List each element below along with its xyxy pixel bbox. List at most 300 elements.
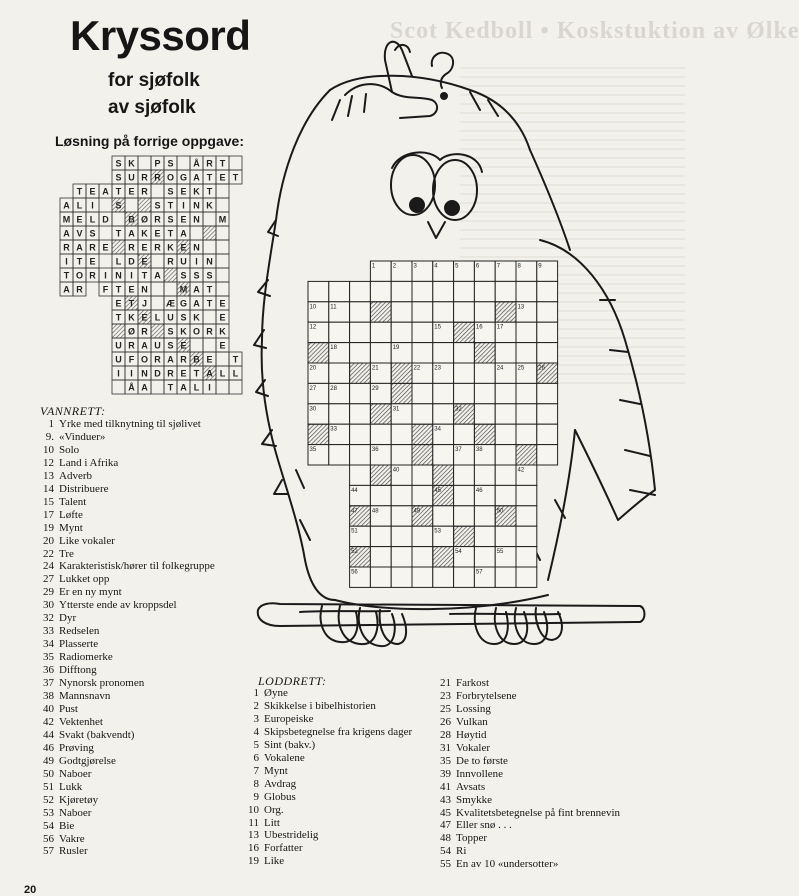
crossword-clue-number: 6 — [475, 263, 480, 270]
crossword-cell — [537, 343, 558, 363]
clue-item — [40, 612, 245, 625]
crossword-cell — [412, 424, 433, 444]
clue-text: Vakre — [59, 832, 85, 845]
clue-text: «Vinduer» — [59, 430, 106, 443]
clue-number: 16 — [248, 842, 259, 855]
clue-text: Skipsbetegnelse fra krigens dager — [264, 725, 413, 738]
clue-item — [40, 703, 245, 716]
clue-text: Topper — [456, 832, 487, 845]
solution-letter: F — [128, 354, 135, 365]
clue-number: 46 — [43, 741, 54, 754]
crossword-cell — [391, 485, 412, 505]
clue-text: Lukket opp — [59, 573, 110, 586]
crossword-cell — [433, 343, 454, 363]
solution-letter: E — [180, 186, 187, 197]
crossword-cell — [474, 281, 495, 301]
crossword-cell — [412, 567, 433, 587]
crossword-clue-number: 13 — [517, 304, 525, 311]
clue-text: Radiomerke — [59, 651, 113, 664]
crossword-clue-number: 1 — [371, 263, 376, 270]
solution-letter: K — [219, 326, 226, 337]
clue-number: 23 — [440, 689, 451, 702]
crossword-clue-number: 8 — [517, 263, 521, 270]
clue-number: 4 — [253, 725, 259, 738]
clue-number: 34 — [43, 638, 54, 651]
clue-number: 22 — [43, 547, 54, 560]
clue-item — [245, 804, 440, 817]
clue-item — [40, 496, 245, 509]
clue-number: 13 — [43, 469, 54, 482]
crossword-clue-number: 49 — [413, 508, 421, 515]
solution-letter: J — [141, 298, 148, 309]
solution-letter: A — [102, 186, 109, 197]
crossword-cell — [391, 506, 412, 526]
solution-letter: S — [154, 200, 161, 211]
crossword-cell — [454, 465, 475, 485]
solution-letter: P — [154, 158, 161, 169]
solution-letter: O — [192, 326, 201, 337]
solution-letter: B — [193, 354, 200, 365]
crossword-cell — [412, 302, 433, 322]
clue-text: Talent — [59, 495, 87, 508]
clue-number: 56 — [43, 832, 54, 845]
clue-item — [40, 535, 245, 548]
clue-item — [437, 819, 637, 832]
solution-letter: T — [232, 172, 239, 183]
clue-text: Ubestridelig — [264, 829, 319, 842]
solution-letter: K — [193, 186, 200, 197]
crossword-cell — [495, 383, 516, 403]
solution-letter: D — [102, 214, 109, 225]
solution-letter: R — [76, 284, 83, 295]
clue-number: 29 — [43, 586, 54, 599]
clue-item — [437, 858, 637, 871]
across-clue-list — [40, 418, 245, 858]
crossword-cell — [391, 363, 412, 383]
solution-letter: R — [154, 242, 161, 253]
clue-text: Dyr — [59, 612, 77, 625]
clue-number: 53 — [43, 806, 54, 819]
clue-item — [40, 560, 245, 573]
solution-letter: I — [182, 200, 185, 211]
clue-text: Distribuere — [59, 482, 109, 495]
crossword-cell — [370, 404, 391, 424]
solution-letter: N — [141, 284, 148, 295]
solution-letter: Å — [128, 382, 135, 393]
solution-letter: S — [115, 172, 122, 183]
clue-text: Vokaler — [456, 741, 491, 754]
solution-letter: S — [167, 214, 174, 225]
crossword-cell — [433, 281, 454, 301]
solution-letter: K — [206, 200, 213, 211]
clue-number: 10 — [43, 443, 54, 456]
solution-letter: T — [219, 158, 226, 169]
crossword-clue-number: 46 — [475, 487, 483, 494]
clue-item — [40, 548, 245, 561]
solution-letter: E — [89, 256, 96, 267]
down-heading: LODDRETT: — [258, 674, 327, 688]
clue-text: Mynt — [264, 764, 288, 777]
clue-number: 9 — [253, 790, 259, 803]
clue-number: 5 — [253, 738, 259, 751]
clue-number: 20 — [43, 534, 54, 547]
solution-letter: R — [141, 186, 148, 197]
crossword-cell — [412, 404, 433, 424]
clue-text: Vokalene — [264, 751, 305, 764]
crossword-clue-number: 37 — [455, 447, 462, 454]
solution-letter: E — [141, 312, 148, 323]
crossword-cell — [495, 404, 516, 424]
clue-number: 12 — [43, 456, 54, 469]
clue-number: 57 — [43, 845, 54, 858]
crossword-cell — [474, 363, 495, 383]
clue-item — [40, 690, 245, 703]
crossword-clue-number: 12 — [309, 324, 317, 331]
crossword-cell — [391, 547, 412, 567]
solution-letter: E — [206, 354, 213, 365]
solution-letter: T — [115, 312, 122, 323]
clue-text: Øyne — [264, 687, 288, 699]
crossword-clue-number: 22 — [413, 365, 421, 372]
clue-item — [437, 703, 637, 716]
solution-letter: B — [128, 214, 135, 225]
crossword-clue-number: 10 — [309, 304, 317, 311]
solution-letter: E — [102, 242, 109, 253]
clue-item — [40, 522, 245, 535]
solution-letter: U — [180, 256, 187, 267]
crossword-clue-number: 42 — [517, 467, 525, 474]
solution-letter: E — [219, 312, 226, 323]
clue-text: Avsats — [456, 780, 486, 793]
clue-item — [40, 483, 245, 496]
crossword-cell — [454, 567, 475, 587]
clue-text: Rusler — [59, 845, 88, 858]
clue-text: Naboer — [59, 767, 92, 780]
solution-letter: K — [128, 312, 135, 323]
clue-item — [437, 677, 637, 690]
clue-item — [437, 716, 637, 729]
crossword-cell — [537, 281, 558, 301]
crossword-cell — [454, 383, 475, 403]
crossword-cell — [516, 485, 537, 505]
crossword-cell — [308, 424, 329, 444]
clue-item — [245, 817, 440, 830]
crossword-cell — [329, 281, 350, 301]
crossword-clue-number: 3 — [413, 263, 417, 270]
clue-number: 6 — [253, 751, 259, 764]
clue-text: Vektenhet — [59, 715, 103, 728]
solution-letter: E — [180, 242, 187, 253]
crossword-clue-number: 34 — [434, 426, 441, 433]
clue-text: Mynt — [59, 521, 83, 534]
page-number: 20 — [24, 884, 37, 896]
solution-letter: T — [128, 298, 135, 309]
crossword-cell — [412, 547, 433, 567]
clue-text: Innvollene — [456, 767, 504, 780]
crossword-cell — [454, 281, 475, 301]
crossword-clue-number: 45 — [434, 487, 441, 494]
crossword-cell — [516, 343, 537, 363]
crossword-cell — [474, 465, 495, 485]
crossword-cell — [412, 485, 433, 505]
clue-item — [40, 807, 245, 820]
background-bleed-heading: Scot Kedboll • Koskstuktion av Ølke — [390, 18, 799, 44]
clue-number: 41 — [440, 780, 451, 793]
solution-letter: R — [128, 340, 135, 351]
solution-letter: E — [115, 298, 122, 309]
solution-letter: T — [115, 186, 122, 197]
solution-letter: E — [154, 228, 161, 239]
clue-number: 35 — [440, 754, 451, 767]
solution-letter: L — [76, 200, 83, 211]
solution-letter: G — [179, 172, 188, 183]
solution-letter: A — [128, 228, 135, 239]
clue-item — [40, 755, 245, 768]
clue-text: Eller snø . . . — [456, 819, 512, 832]
crossword-clue-number: 56 — [351, 569, 358, 576]
clue-text: Smykke — [456, 793, 493, 806]
solution-letter: T — [232, 354, 239, 365]
clue-item — [245, 700, 440, 713]
clue-item — [40, 664, 245, 677]
clue-number: 52 — [43, 793, 54, 806]
crossword-clue-number: 2 — [392, 263, 397, 270]
clue-item — [40, 833, 245, 846]
clue-item — [437, 781, 637, 794]
solution-letter: T — [76, 256, 83, 267]
clue-item — [245, 765, 440, 778]
solution-letter: R — [180, 354, 187, 365]
crossword-clue-number: 51 — [351, 528, 358, 535]
crossword-clue-number: 32 — [455, 406, 462, 413]
clue-text: En av 10 «undersotter» — [456, 858, 559, 871]
clue-number: 1 — [48, 418, 54, 430]
clue-text: Forbrytelsene — [456, 689, 517, 702]
solution-letter: A — [193, 298, 200, 309]
solution-letter: I — [65, 256, 68, 267]
clue-number: 15 — [43, 495, 54, 508]
solution-letter: T — [193, 368, 200, 379]
crossword-cell — [412, 281, 433, 301]
solution-letter: S — [193, 270, 200, 281]
solution-letter: R — [206, 326, 213, 337]
solution-letter: D — [128, 256, 135, 267]
clue-number: 24 — [43, 560, 54, 573]
clue-item — [40, 457, 245, 470]
crossword-cell — [433, 465, 454, 485]
clue-number: 39 — [440, 767, 451, 780]
crossword-cell — [391, 424, 412, 444]
clue-text: Redselen — [59, 625, 100, 638]
clue-number: 27 — [43, 573, 54, 586]
crossword-cell — [329, 322, 350, 342]
solution-letter: A — [206, 368, 213, 379]
clue-number: 10 — [248, 803, 259, 816]
solution-letter: A — [63, 200, 70, 211]
clue-item — [245, 739, 440, 752]
clue-item — [40, 470, 245, 483]
solution-letter: N — [141, 368, 148, 379]
crossword-cell — [474, 404, 495, 424]
solution-letter: R — [63, 242, 70, 253]
crossword-cell — [433, 404, 454, 424]
crossword-cell — [370, 281, 391, 301]
crossword-cell — [537, 302, 558, 322]
crossword-cell — [370, 424, 391, 444]
clue-item — [40, 781, 245, 794]
solution-letter: F — [102, 284, 109, 295]
solution-letter: E — [141, 256, 148, 267]
clue-text: Vulkan — [456, 715, 488, 728]
solution-letter: S — [167, 340, 174, 351]
crossword-cell — [350, 302, 371, 322]
crossword-cell — [516, 567, 537, 587]
crossword-cell — [495, 526, 516, 546]
solution-letter: E — [76, 214, 83, 225]
crossword-clue-number: 35 — [309, 447, 317, 454]
crossword-clue-number: 5 — [455, 263, 459, 270]
crossword-clue-number: 18 — [330, 345, 337, 352]
solution-letter: E — [89, 186, 96, 197]
crossword-cell — [454, 343, 475, 363]
clue-item — [245, 855, 440, 868]
clue-number: 35 — [43, 651, 54, 664]
crossword-clue-number: 16 — [475, 324, 483, 331]
clue-text: Ri — [456, 845, 467, 858]
clue-item — [40, 651, 245, 664]
crossword-clue-number: 4 — [434, 263, 438, 270]
solution-letter: V — [76, 228, 83, 239]
clue-item — [437, 742, 637, 755]
clue-number: 17 — [43, 508, 54, 521]
solution-letter: U — [167, 312, 174, 323]
crossword-cell — [412, 343, 433, 363]
solution-letter: R — [154, 172, 161, 183]
solution-letter: U — [154, 340, 161, 351]
crossword-cell — [454, 506, 475, 526]
solution-letter: A — [63, 228, 70, 239]
clue-number: 43 — [440, 793, 451, 806]
solution-letter: L — [232, 368, 239, 379]
clue-text: Forfatter — [264, 842, 303, 855]
clue-text: Europeiske — [264, 712, 314, 725]
crossword-cell — [454, 424, 475, 444]
crossword-cell — [412, 383, 433, 403]
crossword-cell — [454, 526, 475, 546]
solution-letter: N — [193, 242, 200, 253]
solution-letter: S — [206, 270, 213, 281]
solution-letter: R — [154, 214, 161, 225]
clue-item — [437, 729, 637, 742]
crossword-clue-number: 20 — [309, 365, 317, 372]
clue-item — [437, 845, 637, 858]
clue-number: 8 — [253, 777, 259, 790]
crossword-clue-number: 19 — [392, 345, 400, 352]
crossword-cell — [516, 281, 537, 301]
clue-item — [40, 573, 245, 586]
clue-text: Karakteristisk/hører til folkegruppe — [59, 560, 215, 573]
down-clue-list-col1 — [245, 687, 440, 868]
solution-letter: L — [193, 382, 200, 393]
clue-number: 40 — [43, 702, 54, 715]
crossword-cell — [370, 526, 391, 546]
solution-letter: A — [193, 172, 200, 183]
clue-text: Kvalitetsbetegnelse på fint brennevin — [456, 806, 621, 819]
solution-letter: L — [154, 312, 161, 323]
solution-letter: I — [130, 368, 133, 379]
crossword-cell — [308, 343, 329, 363]
clue-item — [40, 742, 245, 755]
solution-letter: E — [219, 298, 226, 309]
solution-letter: I — [117, 368, 120, 379]
solution-letter: M — [218, 214, 227, 225]
crossword-clue-number: 53 — [434, 528, 441, 535]
crossword-clue-number: 25 — [517, 365, 525, 372]
crossword-clue-number: 40 — [392, 467, 400, 474]
clue-item — [40, 444, 245, 457]
clue-item — [437, 768, 637, 781]
solution-letter: I — [91, 200, 94, 211]
clue-item — [40, 638, 245, 651]
clue-number: 50 — [43, 767, 54, 780]
crossword-clue-number: 17 — [496, 324, 504, 331]
solution-letter: R — [206, 158, 213, 169]
clue-item — [245, 752, 440, 765]
solution-letter: I — [130, 270, 133, 281]
crossword-clue-number: 48 — [371, 508, 379, 515]
crossword-cell — [516, 445, 537, 465]
crossword-cell — [329, 404, 350, 424]
clue-item — [40, 599, 245, 612]
solution-letter: T — [115, 228, 122, 239]
clue-text: Løfte — [59, 508, 83, 521]
solution-letter: T — [141, 270, 148, 281]
crossword-clue-number: 30 — [309, 406, 317, 413]
crossword-cell — [350, 363, 371, 383]
solution-letter: E — [128, 186, 135, 197]
crossword-cell — [391, 526, 412, 546]
clue-text: Org. — [264, 803, 284, 816]
crossword-cell — [516, 424, 537, 444]
clue-item — [245, 687, 440, 700]
crossword-clue-number: 31 — [392, 406, 400, 413]
solution-letter: A — [63, 284, 70, 295]
solution-letter: I — [208, 382, 211, 393]
clue-text: Yrke med tilknytning til sjølivet — [59, 418, 201, 430]
crossword-cell — [370, 567, 391, 587]
crossword-cell — [454, 363, 475, 383]
crossword-cell — [391, 302, 412, 322]
clue-number: 49 — [43, 754, 54, 767]
clue-number: 11 — [248, 816, 259, 829]
solution-letter: T — [167, 228, 174, 239]
crossword-cell — [537, 424, 558, 444]
clue-text: Like — [264, 855, 285, 868]
solution-letter: L — [89, 214, 96, 225]
clue-text: Adverb — [59, 469, 92, 482]
solution-letter: A — [76, 242, 83, 253]
crossword-cell — [495, 424, 516, 444]
clue-text: Tre — [59, 547, 74, 560]
clue-number: 48 — [440, 832, 451, 845]
crossword-clue-number: 29 — [371, 385, 379, 392]
solution-letter: S — [180, 312, 187, 323]
subtitle-line-1: for sjøfolk — [108, 70, 200, 91]
solution-letter: R — [89, 270, 96, 281]
clue-number: 44 — [43, 728, 54, 741]
solution-letter: M — [179, 284, 188, 295]
clue-number: 2 — [253, 699, 259, 712]
